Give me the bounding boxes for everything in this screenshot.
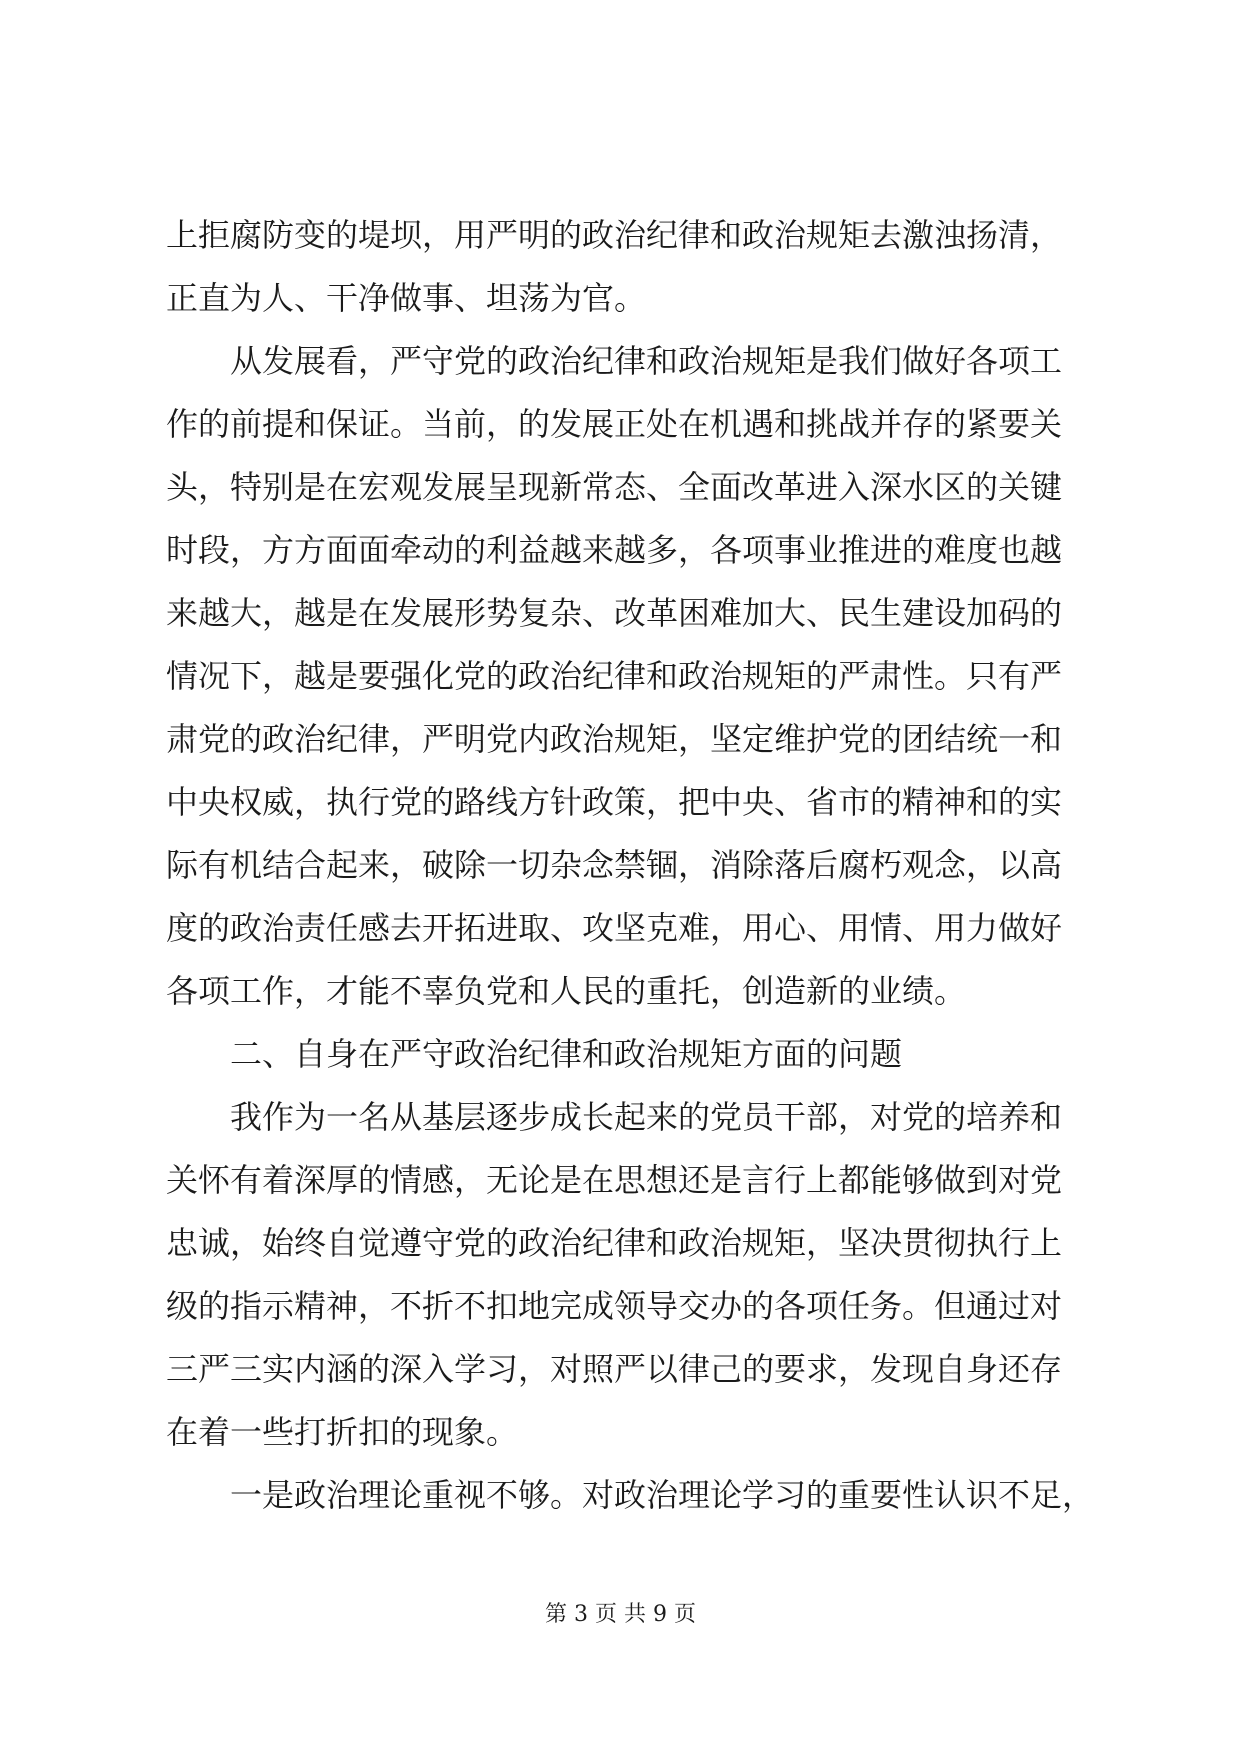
text-line: 情况下，越是要强化党的政治纪律和政治规矩的严肃性。只有严 (166, 657, 1063, 695)
text-line: 肃党的政治纪律，严明党内政治规矩，坚定维护党的团结统一和 (166, 720, 1063, 758)
text-line: 级的指示精神，不折不扣地完成领导交办的各项任务。但通过对 (166, 1287, 1063, 1325)
text-line: 中央权威，执行党的路线方针政策，把中央、省市的精神和的实 (166, 783, 1063, 821)
section-heading: 二、自身在严守政治纪律和政治规矩方面的问题 (230, 1035, 903, 1073)
text-line: 三严三实内涵的深入学习，对照严以律己的要求，发现自身还存 (166, 1350, 1063, 1388)
text-line: 度的政治责任感去开拓进取、攻坚克难，用心、用情、用力做好 (166, 909, 1063, 947)
text-line: 来越大，越是在发展形势复杂、改革困难加大、民生建设加码的 (166, 594, 1063, 632)
text-line: 关怀有着深厚的情感，无论是在思想还是言行上都能够做到对党 (166, 1161, 1063, 1199)
paragraph-start-line: 一是政治理论重视不够。对政治理论学习的重要性认识不足， (230, 1476, 1095, 1514)
text-line: 际有机结合起来，破除一切杂念禁锢，消除落后腐朽观念，以高 (166, 846, 1063, 884)
text-line: 各项工作，才能不辜负党和人民的重托，创造新的业绩。 (166, 972, 967, 1010)
text-line: 头，特别是在宏观发展呈现新常态、全面改革进入深水区的关键 (166, 468, 1063, 506)
paragraph-start-line: 我作为一名从基层逐步成长起来的党员干部，对党的培养和 (230, 1098, 1063, 1136)
text-line: 忠诚，始终自觉遵守党的政治纪律和政治规矩，坚决贯彻执行上 (166, 1224, 1063, 1262)
text-line: 作的前提和保证。当前，的发展正处在机遇和挑战并存的紧要关 (166, 405, 1063, 443)
body-text (166, 204, 1095, 1527)
text-line: 正直为人、干净做事、坦荡为官。 (166, 279, 647, 317)
text-line: 在着一些打折扣的现象。 (166, 1413, 519, 1451)
text-line: 时段，方方面面牵动的利益越来越多，各项事业推进的难度也越 (166, 531, 1063, 569)
page-number-footer: 第 3 页 共 9 页 (545, 1602, 696, 1627)
paragraph-start-line: 从发展看，严守党的政治纪律和政治规矩是我们做好各项工 (230, 342, 1063, 380)
text-line: 上拒腐防变的堤坝，用严明的政治纪律和政治规矩去激浊扬清， (166, 216, 1063, 254)
